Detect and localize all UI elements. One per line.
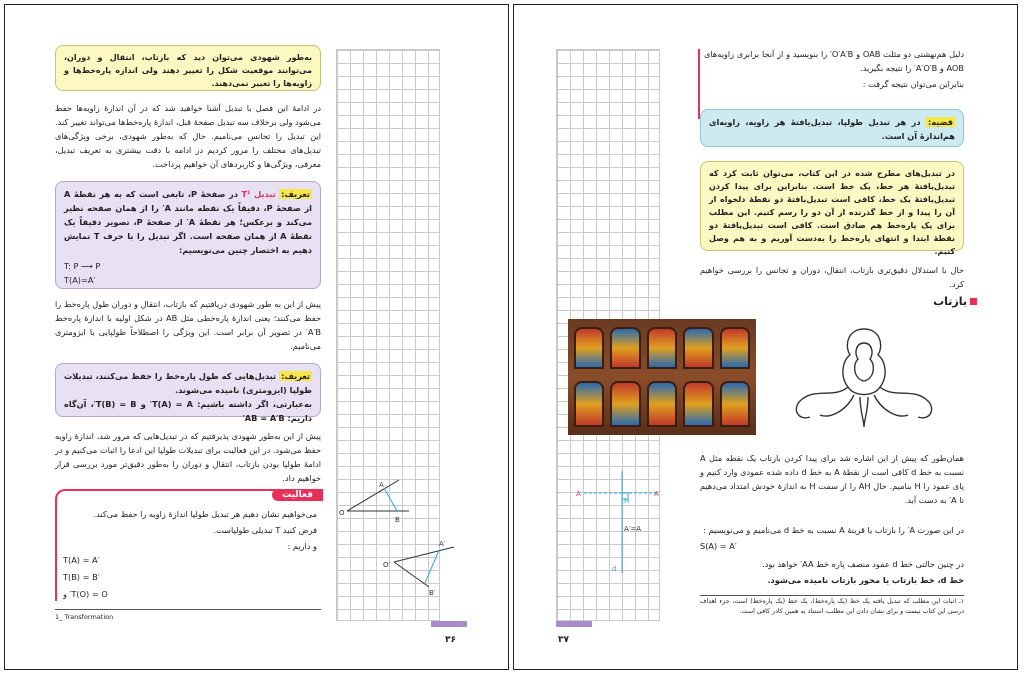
left-footnote: 1_ Transformation <box>55 613 114 621</box>
right-footnote: ۱ـ اثبات این مطلب که تبدیل یافته یک خط (یک پاره‌خط)، یک خط (یک پاره‌خط) است، جزء اهداف درسی این کتاب نیست و برای نشان دادن این مطلب، استناد به همین کادر کافی است. <box>700 598 964 615</box>
right-page <box>513 4 1018 670</box>
theorem-box <box>700 109 964 147</box>
reflection-label-a-prime: A′ <box>654 490 661 498</box>
definition-transformation-box <box>55 181 321 289</box>
reflection-label-d: d <box>612 565 617 573</box>
figure-segment-ab <box>384 488 397 511</box>
right-page-number: ۳۷ <box>558 635 569 645</box>
theorem-label: قضیه: <box>927 117 953 127</box>
activity-eq-2: T(B) = B′ <box>63 572 100 582</box>
reflection-label-a: A <box>576 490 581 498</box>
definition-text: در صفحهٔ P، تابعی است که به هر نقطهٔ A از صفحهٔ P، دقیقاً یک نقطه مانند A′ را از همان صفحه نظیر می‌کند و برعکس؛ هر نقطهٔ A′ از صفحهٔ P، تصویر دقیقاً یک نقطهٔ A از همان صفحه است. اگر تبدیل را با حرف T نمایش دهیم به اختصار چنین می‌نویسیم: <box>64 189 313 255</box>
label-o-prime: O′ <box>383 561 391 569</box>
figure-line-oa <box>347 480 399 511</box>
section-title: بازتاب <box>933 295 977 308</box>
left-para-3: پیش از این به‌طور شهودی پذیرفتیم که در تبدیل‌هایی که مرور شد، اندازهٔ زاویه حفظ می‌شود. در این فعالیت برای تبدیلات طولپا این ادعا را اثبات می‌کنیم و در ادامهٔ طولپا بودن بازتاب، انتقال و دوران را به‌طور دقیق‌تر مورد بررسی قرار خواهیم داد. <box>55 431 321 483</box>
reflection-figure <box>576 467 666 577</box>
left-para-2: پیش از این به طور شهودی دریافتیم که بازتاب، انتقال و دوران طول پاره‌خط را حفظ می‌کنند؛ یعنی اندازهٔ پاره‌خطی مثل AB در شکل اولیه با اندازهٔ پاره‌خط A′B′ در تصویر آن برابر است. این ویژگی را اصطلاحاً طولپایی یا ایزومتری می‌نامیم. <box>55 299 322 351</box>
right-para-3: در این صورت A′ را بازتاب یا قرینهٔ A نسبت به خط d می‌نامیم و می‌نویسیم : <box>703 525 964 535</box>
right-para-4: در چنین حالتی خط d عمود منصف پاره خط AA′ خواهد بود. <box>762 559 964 569</box>
activity-box <box>55 489 321 601</box>
reflection-equation: S(A) = A′ <box>700 541 737 551</box>
activity-line-1: می‌خواهیم نشان دهیم هر تبدیل طولپا اندازهٔ زاویه را حفظ می‌کند. <box>93 509 317 519</box>
reflection-label-eq: A′=A <box>624 525 642 533</box>
definition-isometry-box <box>55 363 321 423</box>
left-page-bar <box>431 621 467 627</box>
formula-mapping: T: P ⟶ P <box>64 261 101 271</box>
label-b: B <box>395 516 400 524</box>
definition-title: تبدیل T¹ <box>241 189 276 199</box>
right-top-text-2: بنابراین می‌توان نتیجه گرفت : <box>862 79 964 89</box>
left-footnote-rule <box>55 609 321 610</box>
figure-line-o2b2 <box>394 562 429 587</box>
label-a: A <box>379 481 384 489</box>
right-footnote-rule <box>700 595 964 596</box>
intro-box: به‌طور شهودی می‌توان دید که بازتاب، انتقال و دوران، می‌توانند موقعیت شکل را تغییر دهند ولی اندازه پاره‌خط‌ها و زاویه‌ها را تغییر نمی‌دهند. <box>55 45 321 91</box>
activity-line-3: و داریم : <box>287 541 317 551</box>
margin-marker <box>698 49 700 119</box>
left-page-number: ۳۶ <box>445 635 456 645</box>
activity-line-2: فرض کنید T تبدیلی طولپاست. <box>213 525 317 535</box>
left-page <box>4 4 509 670</box>
theorem-text: در هر تبدیل طولپا، تبدیل‌یافتهٔ هر زاویه، زاویه‌ای هم‌اندازهٔ آن است. <box>709 117 955 141</box>
definition-label-2: تعریف: <box>281 371 310 381</box>
label-o: O <box>339 509 345 517</box>
activity-header: فعالیت <box>272 489 323 501</box>
right-page-bar <box>556 621 592 627</box>
right-para-2: همان‌طور که پیش از این اشاره شد برای پیدا کردن بازتاب یک نقطه مثل A نسبت به خط d کافی است از نقطهٔ A به خط d داده شده عمودی وارد کنیم و پای عمود را H بنامیم. حال AH را از سمت H به اندازهٔ خودش امتداد می‌دهیم تا A′ به دست آید. <box>700 453 965 505</box>
window-photo <box>568 319 756 435</box>
activity-eq-1: T(A) = A′ <box>63 555 100 565</box>
figure-segment-a2b2 <box>425 550 439 583</box>
figure-line-o2a2 <box>394 547 454 562</box>
right-top-text: دلیل هم‌نهشتی دو مثلث OAB و O′A′B′ را بنویسید و از آنجا برابری زاویه‌های AOB و A′O′B′ را نتیجه بگیرید. <box>704 49 964 73</box>
label-b-prime: B′ <box>429 589 436 597</box>
definition-isometry-text: تبدیل‌هایی که طول پاره‌خط را حفظ می‌کنند، تبدیلات طولپا (ایزومتری) نامیده می‌شوند. <box>64 371 312 395</box>
definition-label: تعریف: <box>281 189 310 199</box>
activity-eq-3: T(O) = O′ و <box>63 589 108 599</box>
line-image-box: در تبدیل‌های مطرح شده در این کتاب، می‌توان ثابت کرد که تبدیل‌یافتهٔ هر خط، یک خط است. بنابراین برای پیدا کردن تبدیل‌یافتهٔ یک خط، کافی است تبدیل‌یافتهٔ دو نقطهٔ دلخواه از آن را پیدا و از خط گذرنده از آن دو را رسم کنیم. این مطلب برای یک پاره‌خط هم صادق است. کافی است تبدیل‌یافتهٔ دو نقطهٔ ابتدا و انتهای پاره‌خط را به‌دست آوریم و به هم وصل کنیم. <box>700 161 964 251</box>
ornament-figure <box>784 321 944 433</box>
reflection-label-h: H <box>624 497 630 505</box>
right-para-5: خط d، خط بازتاب یا محور بازتاب نامیده می‌شود. <box>767 575 964 585</box>
formula-image: T(A)=A′ <box>64 275 96 285</box>
left-para-1: در ادامهٔ این فصل با تبدیل آشنا خواهید شد که در آن اندازهٔ زاویه‌ها حفظ می‌شود ولی برخلاف سه تبدیل صفحهٔ قبل، اندازهٔ پاره‌خط‌ها می‌تواند تغییر کند. این تبدیل را تجانس می‌نامیم. حال که به‌طور شهودی، برخی ویژگی‌های تبدیل‌های مختلف را مرور کردیم در ادامه با دقت بیشتری به تعریف تبدیل، معرفی، ویژگی‌ها و کاربردهای آن خواهیم پرداخت. <box>55 103 321 169</box>
right-para-1: حال با استدلال دقیق‌تری بازتاب، انتقال، دوران و تجانس را بررسی خواهیم کرد. <box>700 265 964 289</box>
definition-isometry-formula: به‌عبارتی، اگر داشته باشیم: T(A) = A′ و T(B) = B′، آن‌گاه داریم: AB = A′B′ <box>64 399 312 423</box>
label-a-prime: A′ <box>439 540 446 548</box>
section-bullet-icon <box>970 298 977 305</box>
isometry-figure <box>339 475 459 600</box>
